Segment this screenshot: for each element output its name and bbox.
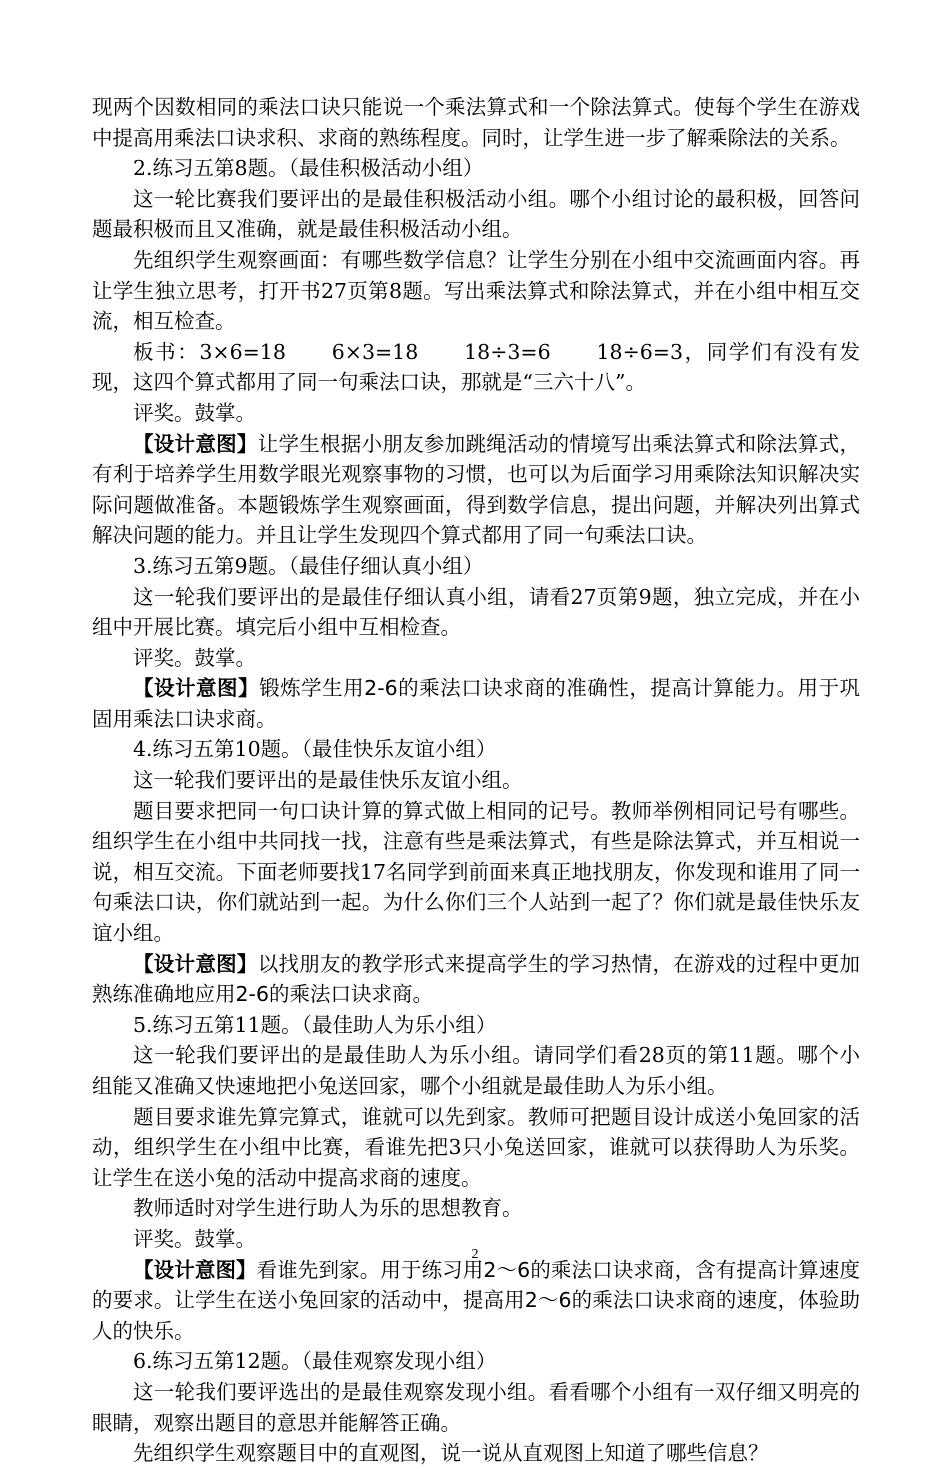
- paragraph: [92, 796, 860, 949]
- design-intent-label: 【设计意图】: [133, 431, 258, 456]
- paragraph: [92, 949, 860, 1010]
- paragraph: [92, 337, 860, 398]
- paragraph: [92, 1346, 860, 1377]
- paragraph-text: 评奖。鼓掌。: [133, 645, 256, 670]
- paragraph: [92, 429, 860, 551]
- design-intent-label: 【设计意图】: [133, 676, 260, 701]
- paragraph-text: 评奖。鼓掌。: [133, 400, 256, 425]
- design-intent-label: 【设计意图】: [133, 951, 258, 976]
- paragraph: [92, 184, 860, 245]
- paragraph: [92, 582, 860, 643]
- paragraph: [92, 765, 860, 796]
- paragraph-text: 现两个因数相同的乘法口诀只能说一个乘法算式和一个除法算式。使每个学生在游戏中提高用乘法口诀求积、求商的熟练程度。同时，让学生进一步了解乘除法的关系。: [92, 95, 860, 150]
- paragraph: [92, 643, 860, 674]
- design-intent-label: 【设计意图】: [133, 1257, 257, 1282]
- paragraph-text: 评奖。鼓掌。: [133, 1226, 256, 1251]
- paragraph-text: 4.练习五第10题。（最佳快乐友谊小组）: [133, 737, 497, 762]
- paragraph: [92, 1010, 860, 1041]
- paragraph-text: 这一轮比赛我们要评出的是最佳积极活动小组。哪个小组讨论的最积极，回答问题最积极而且又准确，就是最佳积极活动小组。: [92, 186, 860, 242]
- paragraph-text: 板书：3×6=18 6×3=18 18÷3=6 18÷6=3，同学们有没有发现，这四个算式都用了同一句乘法口诀，那就是“三六十八”。: [92, 339, 860, 395]
- paragraph: [92, 734, 860, 765]
- paragraph-text: 以找朋友的教学形式来提高学生的学习热情，在游戏的过程中更加熟练准确地应用2-6的乘法口诀求商。: [92, 951, 861, 1007]
- paragraph-text: 这一轮我们要评出的是最佳助人为乐小组。请同学们看28页的第11题。哪个小组能又准确又快速地把小兔送回家，哪个小组就是最佳助人为乐小组。: [92, 1043, 860, 1098]
- paragraph-text: 2.练习五第8题。（最佳积极活动小组）: [133, 156, 484, 181]
- paragraph-text: 5.练习五第11题。（最佳助人为乐小组）: [133, 1012, 497, 1037]
- paragraph: [92, 92, 860, 153]
- paragraph-text: 题目要求谁先算完算式，谁就可以先到家。教师可把题目设计成送小兔回家的活动，组织学生在小组中比赛，看谁先把3只小兔送回家，谁就可以获得助人为乐奖。让学生在送小兔的活动中提高求商的速度。: [92, 1104, 860, 1190]
- paragraph: [92, 153, 860, 184]
- paragraph: [92, 1255, 860, 1347]
- paragraph-text: 6.练习五第12题。（最佳观察发现小组）: [133, 1349, 497, 1374]
- paragraph-text: 这一轮我们要评选出的是最佳观察发现小组。看看哪个小组有一双仔细又明亮的眼睛，观察出题目的意思并能解答正确。: [92, 1379, 860, 1435]
- paragraph-text: 锻炼学生用2-6的乘法口诀求商的准确性，提高计算能力。用于巩固用乘法口诀求商。: [92, 676, 860, 731]
- paragraph: [92, 1438, 860, 1469]
- paragraph-text: 3.练习五第9题。（最佳仔细认真小组）: [133, 553, 484, 578]
- paragraph: [92, 1193, 860, 1224]
- paragraph: [92, 551, 860, 582]
- paragraph: [92, 1377, 860, 1438]
- paragraph-text: 先组织学生观察题目中的直观图，说一说从直观图上知道了哪些信息？: [133, 1441, 769, 1466]
- paragraph-text: 这一轮我们要评出的是最佳快乐友谊小组。: [133, 768, 523, 793]
- paragraph-text: 先组织学生观察画面：有哪些数学信息？让学生分别在小组中交流画面内容。再让学生独立思考，打开书27页第8题。写出乘法算式和除法算式，并在小组中相互交流，相互检查。: [92, 247, 860, 334]
- paragraph-text: 让学生根据小朋友参加跳绳活动的情境写出乘法算式和除法算式，有利于培养学生用数学眼光观察事物的习惯，也可以为后面学习用乘除法知识解决实际问题做准备。本题锻炼学生观察画面，得到数学信息，提出问题，并解决列出算式解决问题的能力。并且让学生发现四个算式都用了同一句乘法口诀。: [92, 431, 861, 548]
- paragraph: [92, 245, 860, 337]
- paragraph: [92, 1102, 860, 1194]
- paragraph: [92, 1040, 860, 1101]
- paragraph-text: 教师适时对学生进行助人为乐的思想教育。: [133, 1196, 523, 1221]
- paragraph-text: 看谁先到家。用于练习用2～6的乘法口诀求商，含有提高计算速度的要求。让学生在送小兔回家的活动中，提高用2～6的乘法口诀求商的速度，体验助人的快乐。: [92, 1257, 860, 1343]
- paragraph-text: 题目要求把同一句口诀计算的算式做上相同的记号。教师举例相同记号有哪些。组织学生在小组中共同找一找，注意有些是乘法算式，有些是除法算式，并互相说一说，相互交流。下面老师要找17名同学到前面来真正地找朋友，你发现和谁用了同一句乘法口诀，你们就站到一起。为什么你们三个人站到一起了？你们就是最佳快乐友谊小组。: [92, 798, 860, 946]
- paragraph-text: 这一轮我们要评出的是最佳仔细认真小组，请看27页第9题，独立完成，并在小组中开展比赛。填完后小组中互相检查。: [92, 584, 860, 640]
- paragraph: [92, 673, 860, 734]
- page-number: 2: [471, 1247, 479, 1262]
- paragraph: [92, 398, 860, 429]
